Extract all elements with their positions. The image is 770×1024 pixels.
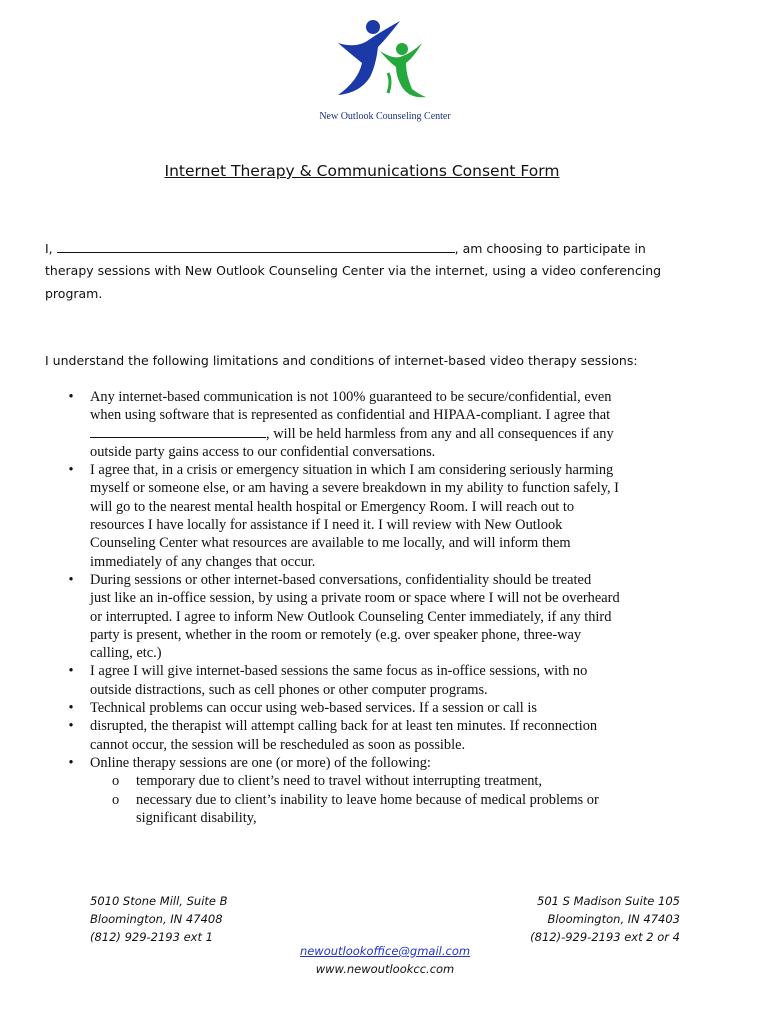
party-blank-field[interactable] xyxy=(90,425,266,438)
list-line: outside party gains access to our confidential conversations. xyxy=(90,443,436,460)
list-item xyxy=(66,699,706,717)
list-item xyxy=(66,754,706,772)
list-line: I agree that, in a crisis or emergency situation in which I am considering seriously harming xyxy=(90,462,614,479)
list-item xyxy=(66,662,706,699)
name-blank-field[interactable] xyxy=(57,240,455,253)
list-item xyxy=(66,717,706,754)
sub-list-item xyxy=(66,791,706,828)
list-line: resources I have locally for assistance if I need it. I will review with New Outlook xyxy=(90,517,563,534)
list-line: outside distractions, such as cell phones or other computer programs. xyxy=(90,681,488,698)
list-line: significant disability, xyxy=(136,809,257,826)
logo-text: New Outlook Counseling Center xyxy=(319,111,451,122)
circle-bullet-icon: o xyxy=(112,791,120,808)
list-line xyxy=(90,425,706,443)
list-line: necessary due to client’s inability to leave home because of medical problems or xyxy=(136,791,599,808)
intro-prefix: I, xyxy=(45,241,53,256)
list-line: myself or someone else, or am having a severe breakdown in my ability to function safely, I xyxy=(90,480,619,497)
bullet-icon: • xyxy=(68,663,74,680)
bullet-icon: • xyxy=(68,700,74,717)
list-item xyxy=(66,461,706,571)
understand-statement: I understand the following limitations and conditions of internet-based video therapy sessions: xyxy=(45,353,638,368)
bullet-icon: • xyxy=(68,389,74,405)
list-line: disrupted, the therapist will attempt calling back for at least ten minutes. If reconnection xyxy=(90,718,598,735)
bullet-icon: • xyxy=(68,462,74,479)
page-title: Internet Therapy & Communications Consent Form xyxy=(164,162,560,180)
conditions-list xyxy=(66,388,706,827)
bullet-icon: • xyxy=(68,571,74,588)
phone-line: (812)-929-2193 ext 2 or 4 xyxy=(530,930,680,945)
intro-line-1 xyxy=(45,238,646,260)
phone-line: (812) 929-2193 ext 1 xyxy=(90,930,213,945)
bullet-icon: • xyxy=(68,718,74,735)
sub-list-item xyxy=(66,772,706,790)
list-line: when using software that is represented as confidential and HIPAA-compliant. I agree that xyxy=(90,407,611,424)
list-line: I agree I will give internet-based sessions the same focus as in-office sessions, with no xyxy=(90,663,588,680)
list-line: just like an in-office session, by using a private room or space where I will not be overheard xyxy=(90,590,620,607)
list-line: calling, etc.) xyxy=(90,645,162,662)
address-line: 5010 Stone Mill, Suite B xyxy=(90,894,228,908)
list-line: Counseling Center what resources are available to me locally, and will inform them xyxy=(90,535,571,552)
list-line: party is present, whether in the room or remotely (e.g. over speaker phone, three-way xyxy=(90,626,582,643)
blank-suffix: , will be held harmless from any and all consequences if any xyxy=(266,425,614,442)
circle-bullet-icon: o xyxy=(112,773,120,790)
list-line: or interrupted. I agree to inform New Outlook Counseling Center immediately, if any third xyxy=(90,608,612,625)
logo-figures-icon xyxy=(330,15,430,100)
list-line: Online therapy sessions are one (or more) of the following: xyxy=(90,754,431,771)
bullet-icon: • xyxy=(68,754,74,771)
list-line: immediately of any changes that occur. xyxy=(90,553,316,570)
footer-address-right xyxy=(530,892,680,947)
footer-contact xyxy=(0,942,770,978)
address-line: Bloomington, IN 47408 xyxy=(90,912,223,927)
list-line: Technical problems can occur using web-based services. If a session or call is xyxy=(90,700,537,717)
intro-after-blank: , am choosing to participate in xyxy=(454,241,646,256)
intro-line-3: program. xyxy=(45,286,103,301)
list-line: cannot occur, the session will be rescheduled as soon as possible. xyxy=(90,736,466,753)
list-line: will go to the nearest mental health hospital or Emergency Room. I will reach out to xyxy=(90,498,575,515)
website-text: www.newoutlookcc.com xyxy=(315,962,455,977)
list-item xyxy=(66,388,706,461)
address-line: 501 S Madison Suite 105 xyxy=(537,894,680,908)
email-link[interactable]: newoutlookoffice@gmail.com xyxy=(299,944,471,958)
footer-address-left xyxy=(90,892,228,947)
list-line: temporary due to client’s need to travel without interrupting treatment, xyxy=(136,773,543,790)
intro-line-2: therapy sessions with New Outlook Counseling Center via the internet, using a video conferencing xyxy=(45,263,662,278)
list-line: During sessions or other internet-based conversations, confidentiality should be treated xyxy=(90,571,592,588)
list-item xyxy=(66,571,706,662)
list-line: Any internet-based communication is not 100% guaranteed to be secure/confidential, even xyxy=(90,389,612,405)
address-line: Bloomington, IN 47403 xyxy=(547,912,680,927)
